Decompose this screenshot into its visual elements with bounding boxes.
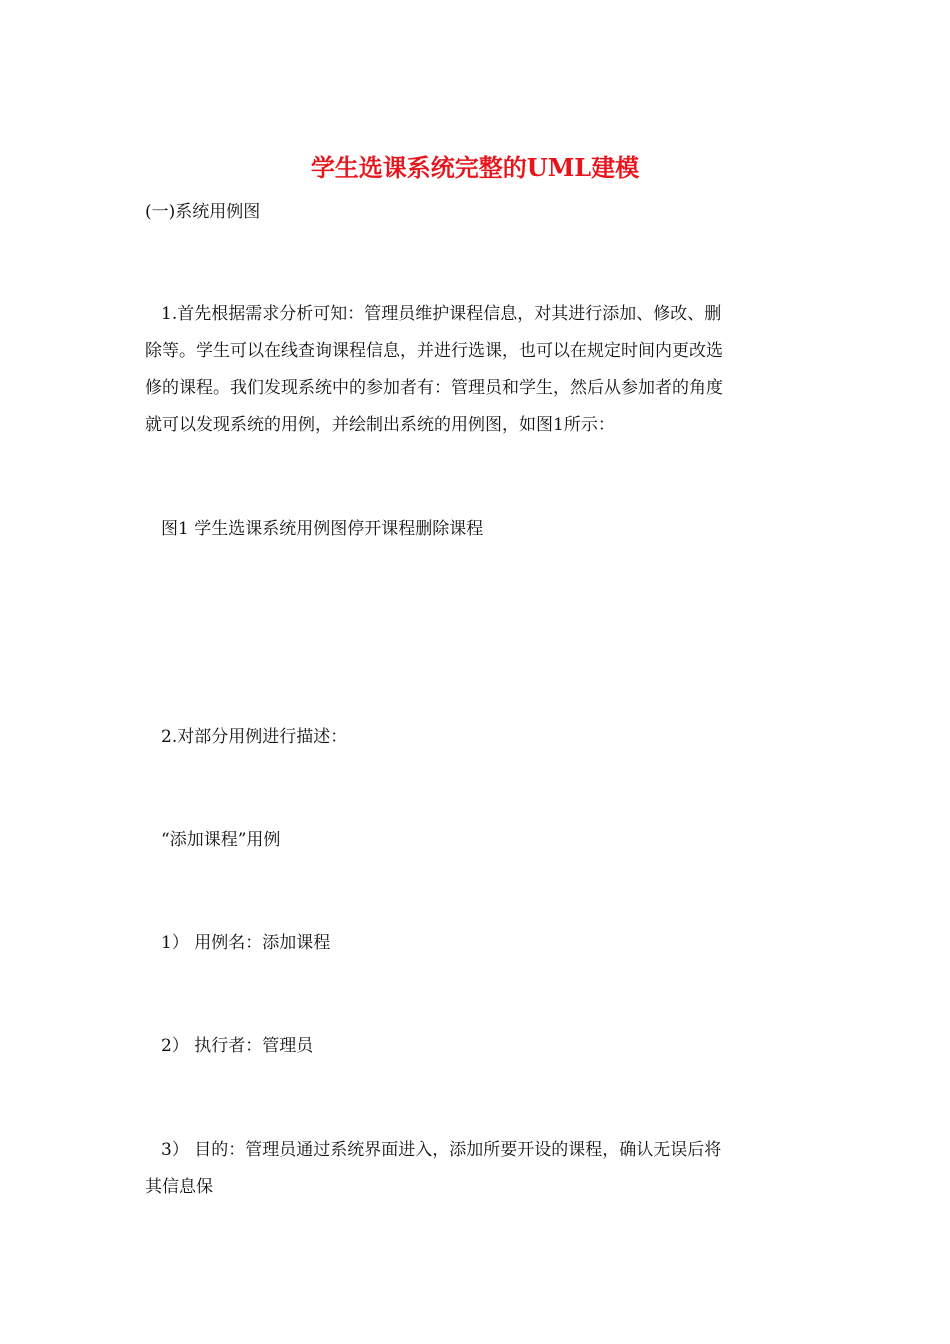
paragraph-1 [145, 296, 805, 444]
figure-caption: 图1 学生选课系统用例图停开课程删除课程 [161, 519, 484, 539]
paragraph-1-line-4: 就可以发现系统的用例，并绘制出系统的用例图，如图1所示： [145, 415, 615, 435]
usecase-purpose [145, 1132, 805, 1206]
usecase-actor: 2） 执行者：管理员 [161, 1036, 314, 1056]
usecase-purpose-line-1: 3） 目的：管理员通过系统界面进入，添加所要开设的课程，确认无误后将 [161, 1140, 722, 1160]
usecase-heading: “添加课程”用例 [161, 830, 281, 850]
usecase-purpose-line-2: 其信息保 [145, 1177, 213, 1197]
section-heading: (一)系统用例图 [145, 202, 261, 222]
paragraph-1-line-1: 1.首先根据需求分析可知：管理员维护课程信息，对其进行添加、修改、删 [161, 304, 722, 324]
document-title: 学生选课系统完整的UML建模 [310, 153, 640, 182]
item-2-heading: 2.对部分用例进行描述： [161, 727, 348, 747]
paragraph-1-line-3: 修的课程。我们发现系统中的参加者有：管理员和学生，然后从参加者的角度 [145, 378, 723, 398]
paragraph-1-line-2: 除等。学生可以在线查询课程信息，并进行选课，也可以在规定时间内更改选 [145, 341, 723, 361]
usecase-name: 1） 用例名：添加课程 [161, 933, 331, 953]
